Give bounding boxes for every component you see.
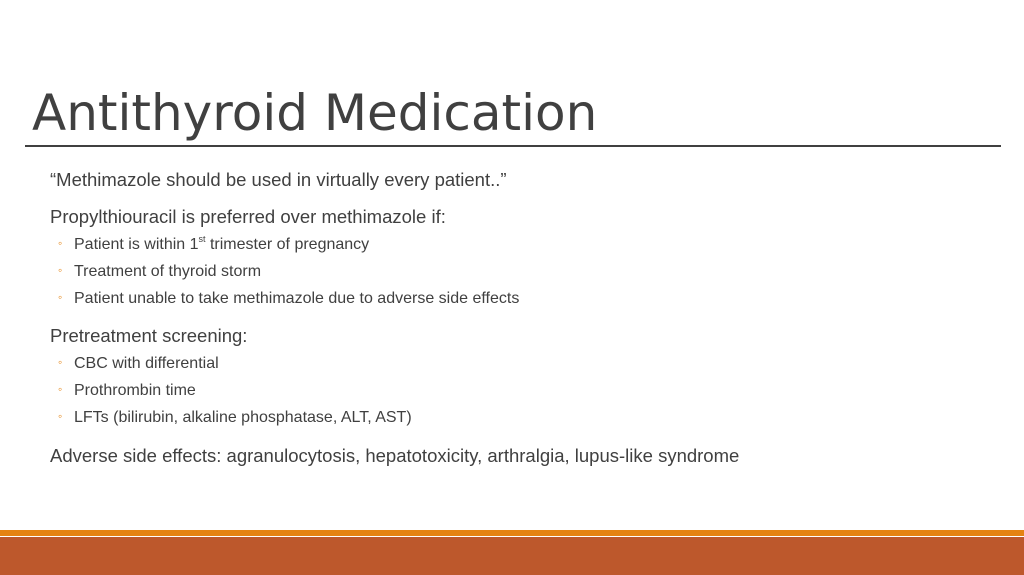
- slide-title: Antithyroid Medication: [32, 84, 598, 142]
- footer-bar: [0, 537, 1024, 575]
- ring-bullet-icon: ◦: [58, 236, 63, 250]
- title-underline: [25, 145, 1001, 147]
- adverse-effects-text: Adverse side effects: agranulocytosis, hepatotoxicity, arthralgia, lupus-like syndrome: [50, 445, 740, 466]
- ptu-item-adverse: [58, 286, 519, 310]
- ptu-item-pregnancy: [58, 232, 369, 256]
- ptu-item-text: Treatment of thyroid storm: [74, 263, 262, 280]
- screening-item-text: Prothrombin time: [74, 382, 196, 399]
- screening-heading: Pretreatment screening:: [50, 325, 248, 346]
- quote-text: “Methimazole should be used in virtually every patient..”: [50, 169, 507, 190]
- ptu-item-text: Patient unable to take methimazole due to adverse side effects: [74, 290, 520, 307]
- screening-item-prothrombin: [58, 378, 196, 402]
- ring-bullet-icon: ◦: [58, 409, 63, 423]
- ring-bullet-icon: ◦: [58, 355, 63, 369]
- ptu-heading: Propylthiouracil is preferred over methimazole if:: [50, 206, 446, 227]
- screening-item-cbc: [58, 351, 219, 375]
- ring-bullet-icon: ◦: [58, 382, 63, 396]
- screening-item-lfts: [58, 405, 412, 429]
- ring-bullet-icon: ◦: [58, 263, 63, 277]
- ptu-item-thyroid-storm: [58, 259, 261, 283]
- ptu-item-text: Patient is within 1: [74, 236, 199, 253]
- screening-item-text: LFTs (bilirubin, alkaline phosphatase, ALT, AST): [74, 409, 412, 426]
- footer-accent-stripe: [0, 530, 1024, 536]
- ptu-item-text-rest: trimester of pregnancy: [205, 236, 370, 253]
- screening-item-text: CBC with differential: [74, 355, 219, 372]
- ring-bullet-icon: ◦: [58, 290, 63, 304]
- ordinal-suffix: st: [198, 234, 206, 244]
